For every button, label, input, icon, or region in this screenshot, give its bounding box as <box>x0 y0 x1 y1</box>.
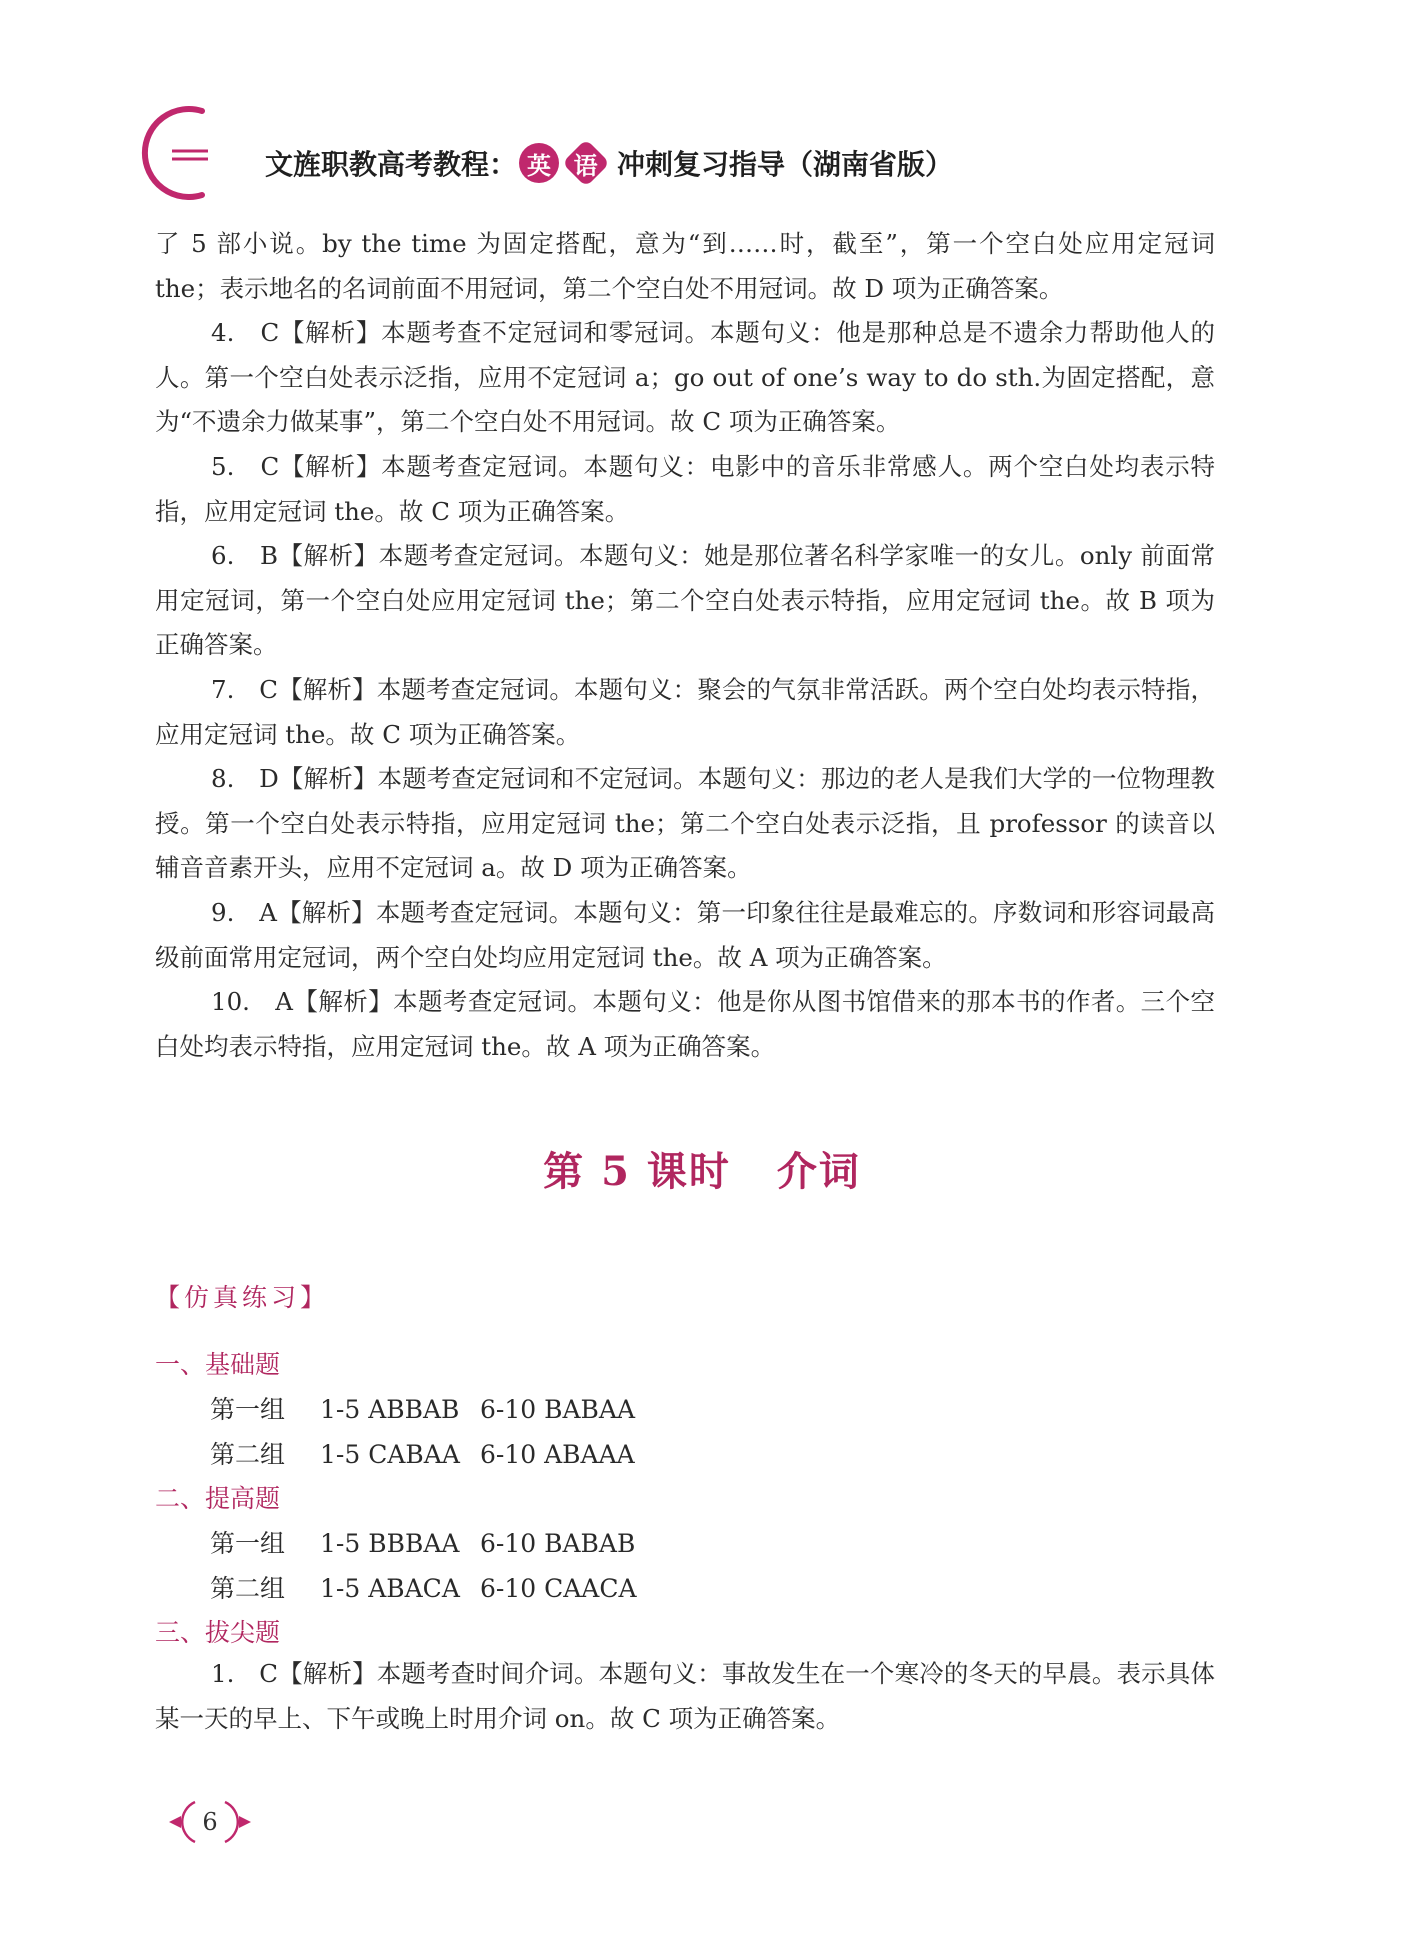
paragraph: 1. C【解析】本题考查时间介词。本题句义：事故发生在一个寒冷的冬天的早晨。表示具体某一天的早上、下午或晚上时用介词 on。故 C 项为正确答案。 <box>155 1659 1215 1733</box>
page-header <box>140 105 1260 200</box>
paragraph: 10. A【解析】本题考查定冠词。本题句义：他是你从图书馆借来的那本书的作者。三个空白处均表示特指，应用定冠词 the。故 A 项为正确答案。 <box>155 987 1215 1061</box>
book-title <box>265 143 953 183</box>
subject-badge-2: 语 <box>562 139 610 187</box>
lesson-number: 第 5 课时 <box>543 1148 731 1195</box>
paragraph: 8. D【解析】本题考查定冠词和不定冠词。本题句义：那边的老人是我们大学的一位物理教授。第一个空白处表示特指，应用定冠词 the；第二个空白处表示泛指，且 professor 的读音以辅音音素开头，应用不定冠词 a。故 D 项为正确答案。 <box>155 764 1215 883</box>
paragraph: 6. B【解析】本题考查定冠词。本题句义：她是那位著名科学家唯一的女儿。only 前面常用定冠词，第一个空白处应用定冠词 the；第二个空白处表示特指，应用定冠词 the。故 B 项为正确答案。 <box>155 541 1215 660</box>
lesson-topic: 介词 <box>776 1148 861 1195</box>
question-type-advanced: 二、提高题 <box>155 1484 281 1513</box>
paragraph: 7. C【解析】本题考查定冠词。本题句义：聚会的气氛非常活跃。两个空白处均表示特指，应用定冠词 the。故 C 项为正确答案。 <box>155 674 1215 749</box>
paragraph: 了 5 部小说。by the time 为固定搭配，意为“到……时，截至”，第一个空白处应用定冠词 the；表示地名的名词前面不用冠词，第二个空白处不用冠词。故 D 项为正确答案。 <box>155 229 1215 303</box>
answer-row: 第二组 1-5 ABACA 6-10 CAACA <box>210 1574 637 1603</box>
page-number: 6 <box>202 1808 218 1836</box>
paragraph: 4. C【解析】本题考查不定冠词和零冠词。本题句义：他是那种总是不遗余力帮助他人的人。第一个空白处表示泛指，应用不定冠词 a；go out of one’s way to do sth.为固定搭配，意为“不遗余力做某事”，第二个空白处不用冠词。故 C 项为正确答案。 <box>155 318 1215 437</box>
question-type-basic: 一、基础题 <box>155 1350 281 1379</box>
book-title-suffix: 冲刺复习指导（湖南省版） <box>617 148 954 181</box>
answer-row: 第一组 1-5 BBBAA 6-10 BABAB <box>210 1529 636 1558</box>
paragraph: 5. C【解析】本题考查定冠词。本题句义：电影中的音乐非常感人。两个空白处均表示特指，应用定冠词 the。故 C 项为正确答案。 <box>155 451 1215 526</box>
answer-row: 第二组 1-5 CABAA 6-10 ABAAA <box>210 1440 635 1469</box>
section-tag: 【仿真练习】 <box>155 1283 330 1312</box>
question-type-top: 三、拔尖题 <box>155 1618 281 1647</box>
header-arc-decoration <box>140 105 260 200</box>
answer-explanations <box>155 222 1215 1069</box>
book-title-prefix: 文旌职教高考教程： <box>265 148 518 181</box>
paragraph: 9. A【解析】本题考查定冠词。本题句义：第一印象往往是最难忘的。序数词和形容词最高级前面常用定冠词，两个空白处均应用定冠词 the。故 A 项为正确答案。 <box>155 897 1215 972</box>
subject-badge-1: 英 <box>519 143 559 183</box>
page-number-ornament <box>165 1792 255 1852</box>
answer-explanations-bottom <box>155 1652 1215 1741</box>
lesson-title <box>0 1140 1404 1197</box>
answer-row: 第一组 1-5 ABBAB 6-10 BABAA <box>210 1395 636 1424</box>
